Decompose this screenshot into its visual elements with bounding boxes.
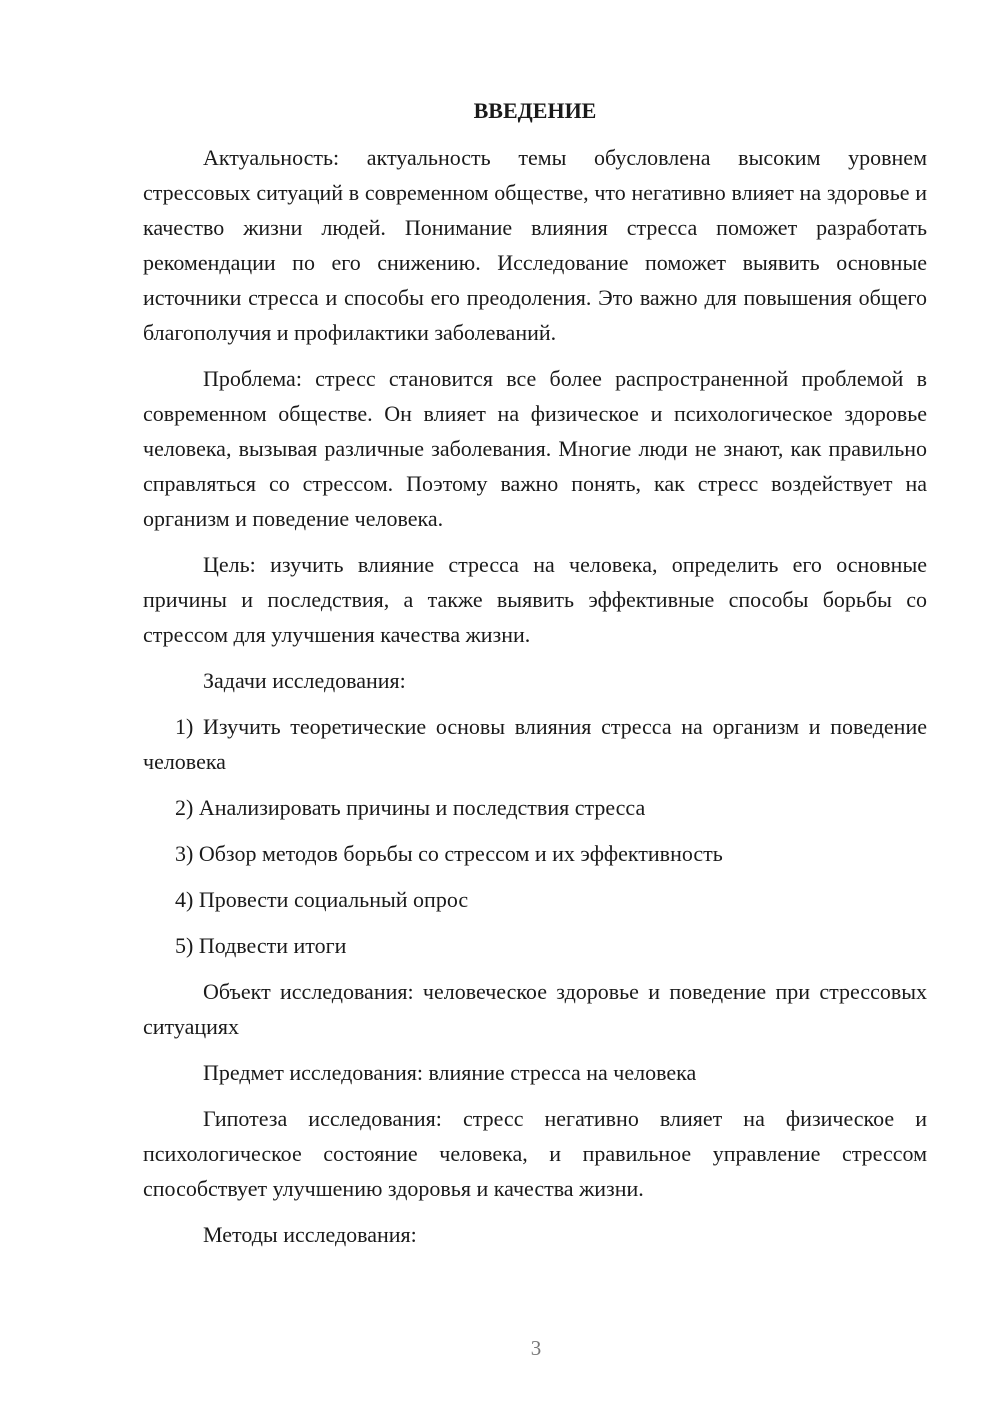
task-item-2: 2) Анализировать причины и последствия стресса [175,795,646,820]
hypothesis-paragraph: Гипотеза исследования: стресс негативно влияет на физическое и психологическое состояние человека, и правильное управление стрессом способствует улучшению здоровья и качества жизни. [143,1106,927,1201]
relevance-paragraph: Актуальность: актуальность темы обусловлена высоким уровнем стрессовых ситуаций в современном обществе, что негативно влияет на здоровье и качество жизни людей. Понимание влияния стресса поможет разработать рекомендации по его снижению. Исследование поможет выявить основные источники стресса и способы его преодоления. Это важно для повышения общего благополучия и профилактики заболеваний. [143,145,927,345]
task-item-4: 4) Провести социальный опрос [175,887,469,912]
task-item-3: 3) Обзор методов борьбы со стрессом и их эффективность [175,841,723,866]
task-item-5: 5) Подвести итоги [175,933,347,958]
page-title: ВВЕДЕНИЕ [473,98,597,123]
tasks-list [143,709,927,963]
page-number: 3 [530,1336,542,1360]
tasks-heading: Задачи исследования: [203,668,406,693]
task-item-1: 1) Изучить теоретические основы влияния стресса на организм и поведение человека [143,714,927,774]
goal-paragraph: Цель: изучить влияние стресса на человека, определить его основные причины и последствия, а также выявить эффективные способы борьбы со стрессом для улучшения качества жизни. [143,552,927,647]
subject-paragraph: Предмет исследования: влияние стресса на человека [203,1060,697,1085]
methods-heading: Методы исследования: [203,1222,417,1247]
problem-paragraph: Проблема: стресс становится все более распространенной проблемой в современном обществе. Он влияет на физическое и психологическое здоровье человека, вызывая различные заболевания. Многие люди не знают, как правильно справляться со стрессом. Поэтому важно понять, как стресс воздействует на организм и поведение человека. [143,366,927,531]
page-content [143,96,927,1263]
object-paragraph: Объект исследования: человеческое здоровье и поведение при стрессовых ситуациях [143,979,927,1039]
